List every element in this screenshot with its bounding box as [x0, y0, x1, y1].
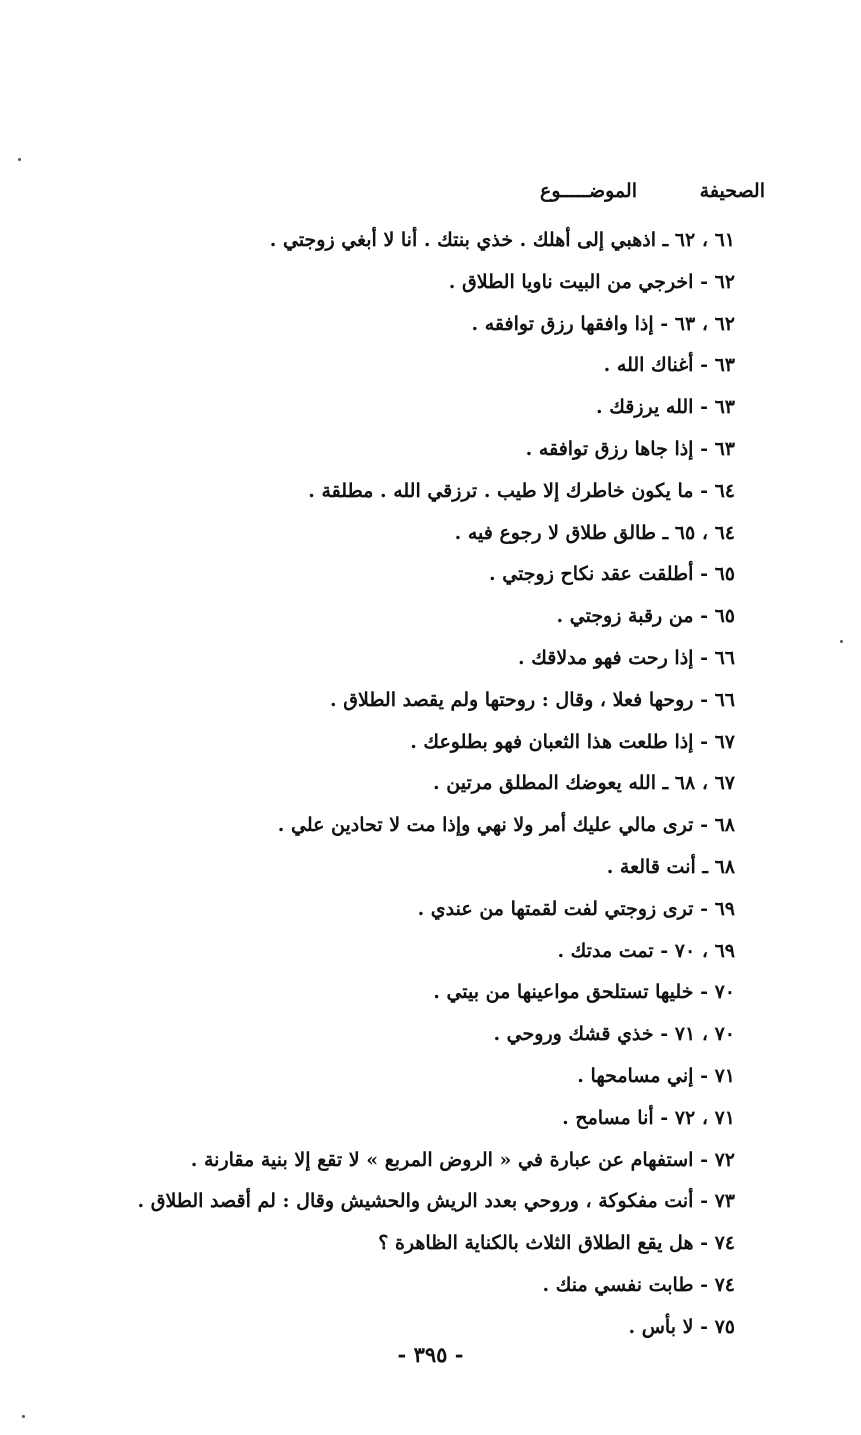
- index-entry: ٦٧ - إذا طلعت هذا الثعبان فهو بطلوعك .: [410, 730, 735, 753]
- index-entry: ٧٠ ، ٧١ - خذي قشك وروحي .: [493, 1023, 735, 1046]
- index-entry: ٧١ - إني مسامحها .: [577, 1064, 735, 1087]
- index-entry: ٦٥ - أطلقت عقد نكاح زوجتي .: [489, 563, 735, 586]
- index-entry: ٦٢ - اخرجي من البيت ناويا الطلاق .: [448, 270, 735, 293]
- index-entry: ٦٤ ، ٦٥ ـ طالق طلاق لا رجوع فيه .: [454, 521, 735, 544]
- page-number: - ٣٩٥ -: [397, 1342, 464, 1367]
- index-entry: ٧١ ، ٧٢ - أنا مسامح .: [562, 1106, 735, 1129]
- index-entry: ٦١ ، ٦٢ ـ اذهبي إلى أهلك . خذي بنتك . أنا لا أبغي زوجتي .: [269, 229, 735, 251]
- index-entry: ٧٤ - هل يقع الطلاق الثلاث بالكناية الظاهرة ؟: [378, 1232, 735, 1255]
- scan-speck: [22, 1415, 25, 1418]
- index-entry: ٧٢ - استفهام عن عبارة في « الروض المربع » لا تقع إلا بنية مقارنة .: [190, 1148, 735, 1171]
- index-entry: ٦٣ - أغناك الله .: [603, 354, 735, 377]
- index-entry: ٦٩ ، ٧٠ - تمت مدتك .: [557, 939, 735, 962]
- topic-column-heading: الموضـــــوع: [540, 180, 637, 202]
- page-column-heading: الصحيفة: [699, 180, 765, 202]
- index-entry-list: [35, 220, 735, 1349]
- index-entry: ٧٠ - خليها تستلحق مواعينها من بيتي .: [433, 981, 735, 1004]
- index-entry: ٦٥ - من رقبة زوجتي .: [556, 605, 735, 628]
- index-entry: ٦٣ - إذا جاها رزق توافقه .: [525, 437, 735, 460]
- index-entry: ٦٨ - ترى مالي عليك أمر ولا نهي وإذا مت لا تحادين علي .: [277, 814, 735, 837]
- index-entry: ٦٨ ـ أنت قالعة .: [606, 855, 735, 878]
- index-entry: ٧٣ - أنت مفكوكة ، وروحي بعدد الريش والحشيش وقال : لم أقصد الطلاق .: [137, 1190, 735, 1213]
- index-entry: ٦٣ - الله يرزقك .: [596, 396, 735, 419]
- index-entry: ٧٤ - طابت نفسي منك .: [542, 1273, 735, 1296]
- index-entry: ٦٤ - ما يكون خاطرك إلا طيب . ترزقي الله . مطلقة .: [308, 479, 735, 502]
- scan-speck: [18, 158, 21, 161]
- index-entry: ٦٦ - إذا رحت فهو مدلاقك .: [518, 646, 735, 669]
- index-header: [445, 180, 765, 212]
- index-entry: ٦٢ ، ٦٣ - إذا وافقها رزق توافقه .: [471, 312, 735, 335]
- index-entry: ٦٩ - ترى زوجتي لفت لقمتها من عندي .: [417, 897, 735, 920]
- index-entry: ٦٦ - روحها فعلا ، وقال : روحتها ولم يقصد الطلاق .: [330, 688, 735, 711]
- index-entry: ٧٥ - لا بأس .: [628, 1315, 735, 1338]
- scan-speck: [840, 640, 843, 643]
- index-entry: ٦٧ ، ٦٨ ـ الله يعوضك المطلق مرتين .: [433, 772, 735, 795]
